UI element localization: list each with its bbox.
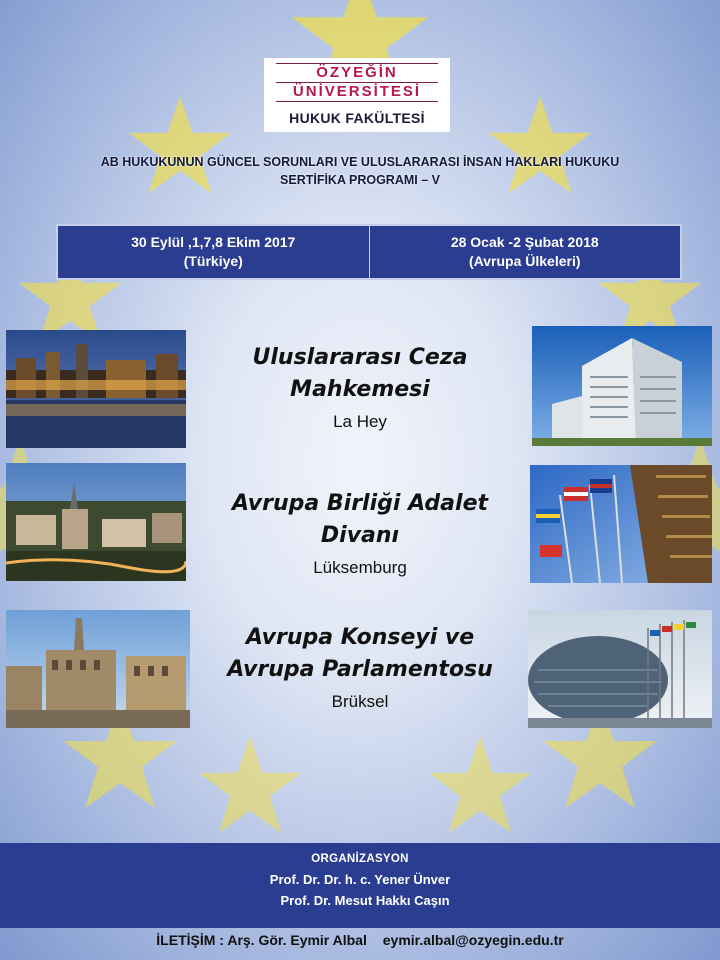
date-cell-europe: [369, 226, 681, 278]
date-place: (Avrupa Ülkeleri): [468, 253, 581, 269]
venue-icc: [200, 342, 520, 432]
venue-name-line-2: Mahkemesi: [290, 377, 430, 402]
photo-icc-building: [532, 326, 712, 446]
logo-faculty: HUKUK FAKÜLTESİ: [289, 110, 425, 126]
photo-hague-night: [6, 330, 186, 448]
venue-council-parliament: [200, 622, 520, 712]
organization-heading: ORGANİZASYON: [311, 853, 409, 865]
venue-name-line-2: Divanı: [320, 523, 400, 548]
organization-banner: [0, 843, 720, 928]
dates-banner: [56, 224, 682, 280]
date-cell-turkey: [58, 226, 369, 278]
logo-line-2: ÜNİVERSİTESİ: [292, 83, 422, 100]
organizer-2: Prof. Dr. Mesut Hakkı Caşın: [280, 893, 450, 908]
venue-cjeu: [200, 488, 520, 578]
venue-name-line-1: Uluslararası Ceza: [252, 345, 468, 370]
date-text: 28 Ocak -2 Şubat 2018: [450, 234, 599, 250]
program-title-line-1: AB HUKUKUNUN GÜNCEL SORUNLARI VE ULUSLARARASI İNSAN HAKLARI HUKUKU: [100, 155, 620, 169]
organizer-1: Prof. Dr. Dr. h. c. Yener Ünver: [269, 872, 451, 887]
program-title-line-2: SERTİFİKA PROGRAMI – V: [280, 173, 440, 187]
logo-rule-bottom: [276, 101, 438, 102]
photo-european-parliament: [528, 610, 712, 728]
university-logo: [264, 58, 450, 132]
venue-city: Brüksel: [331, 692, 389, 711]
photo-luxembourg-city: [6, 463, 186, 581]
contact-line: [0, 932, 720, 948]
venue-city: Lüksemburg: [313, 558, 407, 577]
contact-label: İLETİŞİM : Arş. Gör. Eymir Albal: [156, 932, 367, 948]
contact-email[interactable]: eymir.albal@ozyegin.edu.tr: [382, 932, 564, 948]
photo-brussels-grand-place: [6, 610, 190, 728]
date-place: (Türkiye): [183, 253, 243, 269]
venue-city: La Hey: [333, 412, 387, 431]
program-title: [20, 153, 700, 189]
logo-line-1: ÖZYEĞİN: [316, 64, 398, 81]
date-text: 30 Eylül ,1,7,8 Ekim 2017: [131, 234, 296, 250]
venue-name-line-1: Avrupa Konseyi ve: [245, 625, 475, 650]
photo-cjeu-flags: [530, 465, 712, 583]
venue-name-line-2: Avrupa Parlamentosu: [227, 657, 493, 682]
venue-name-line-1: Avrupa Birliği Adalet: [231, 491, 489, 516]
